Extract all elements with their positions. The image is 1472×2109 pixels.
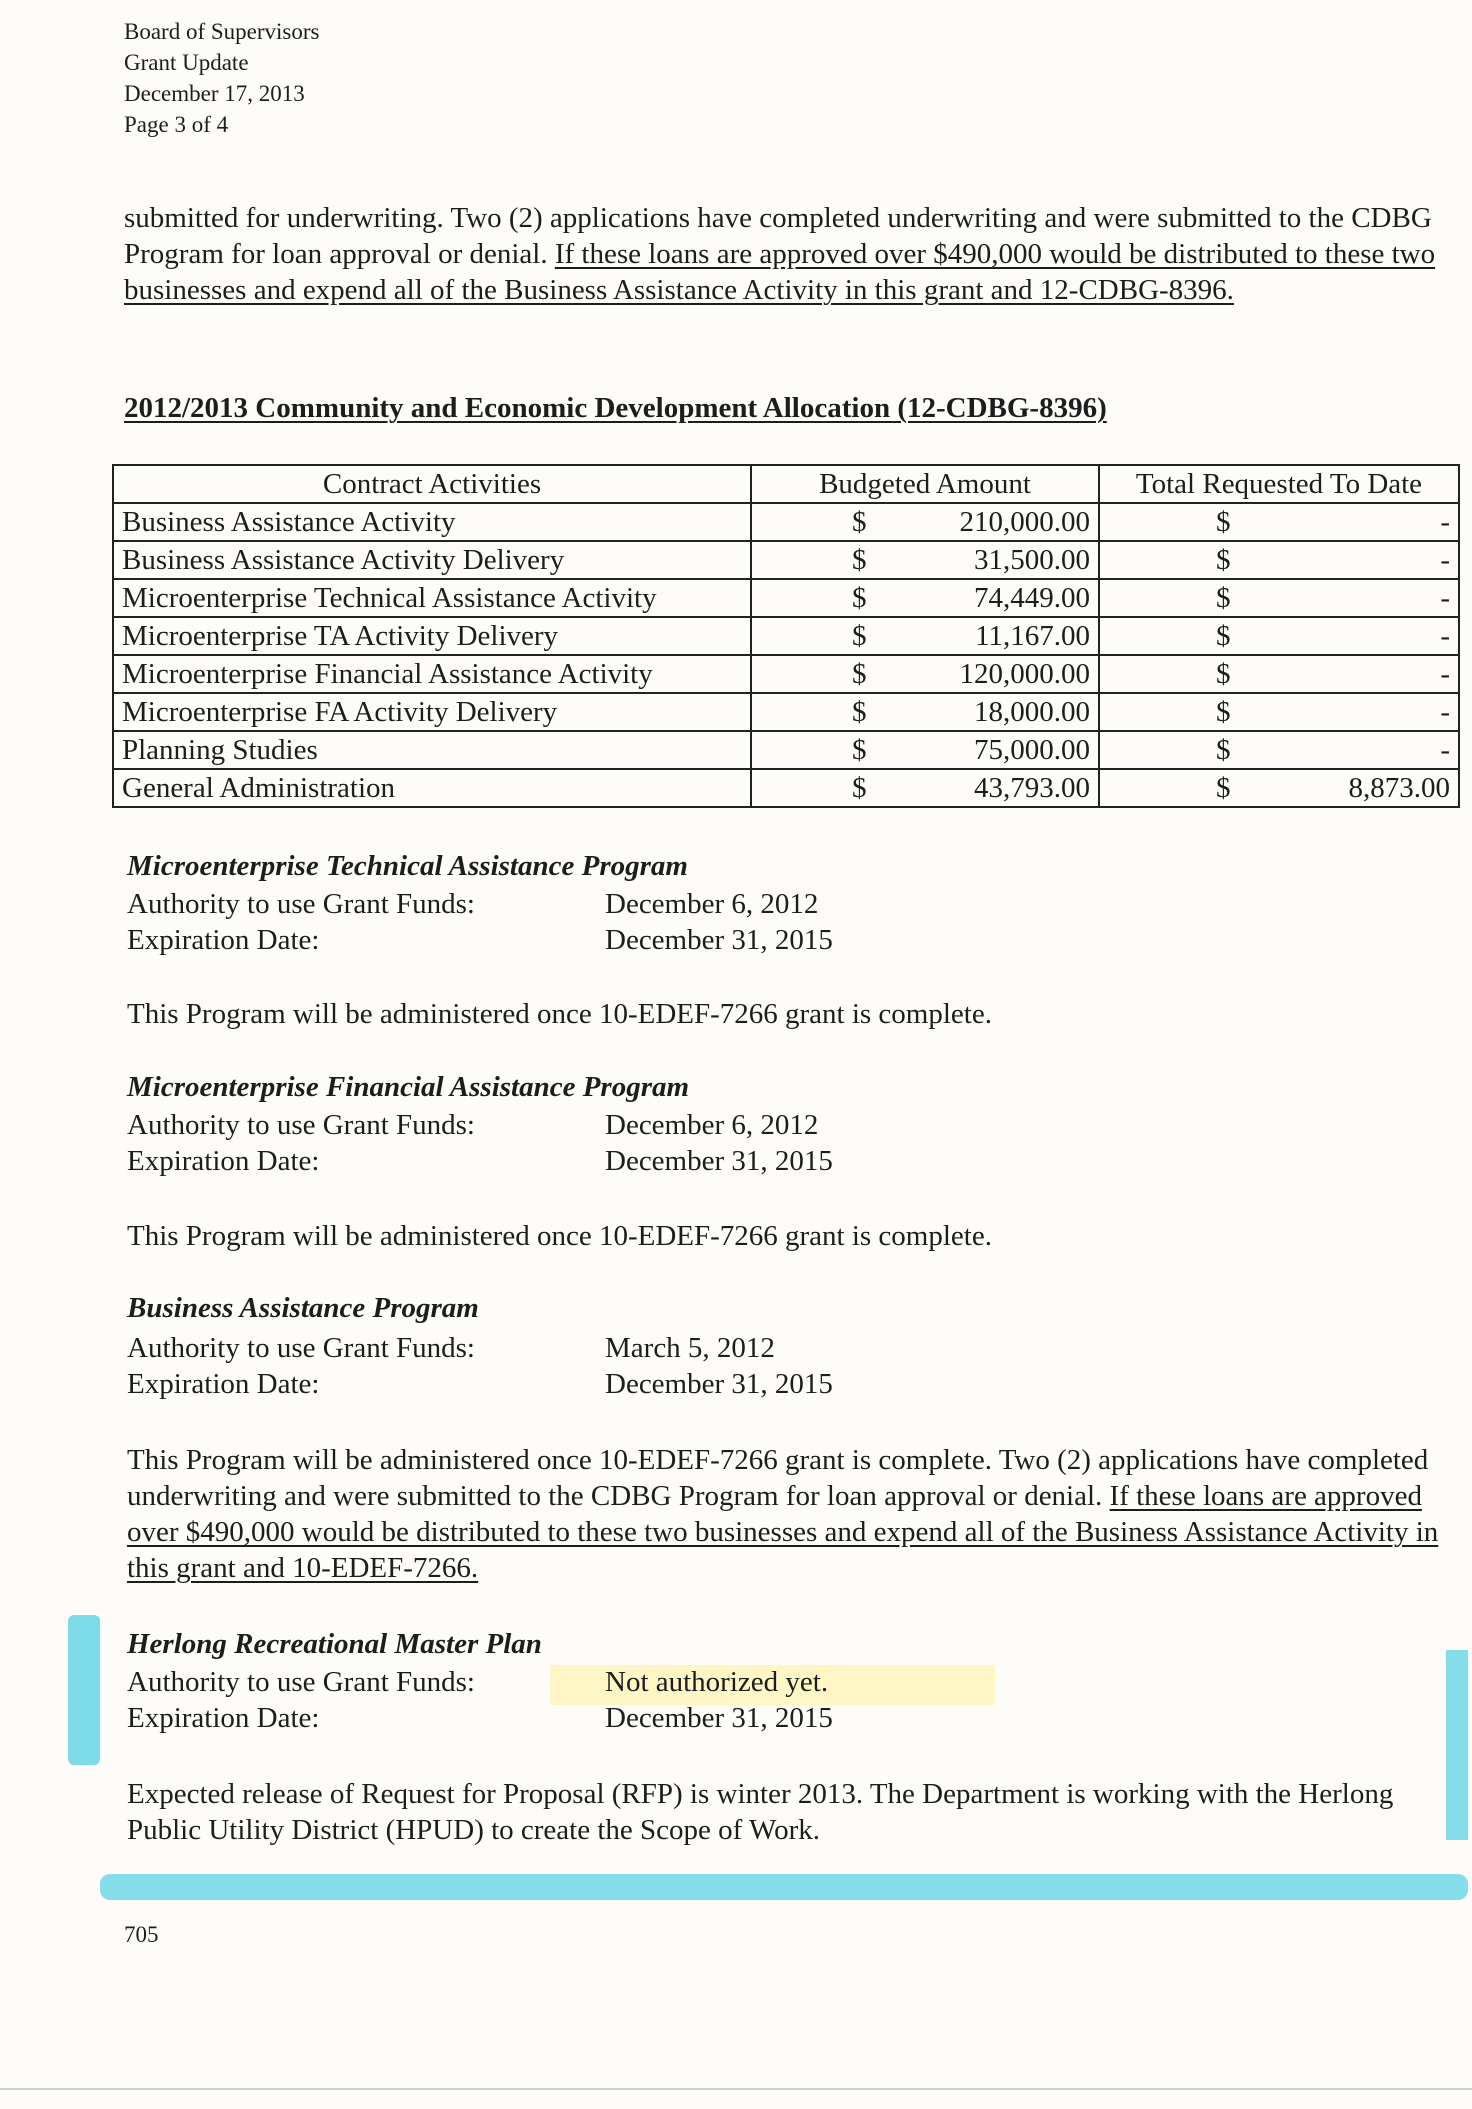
- requested-value: -: [1440, 658, 1450, 690]
- page-number: 705: [124, 1922, 159, 1947]
- budget-cell: [751, 503, 1099, 541]
- requested-cell: [1099, 731, 1459, 769]
- expiration-value: December 31, 2015: [605, 1702, 833, 1734]
- currency-symbol: $: [1216, 582, 1231, 614]
- authority-value: March 5, 2012: [605, 1332, 775, 1364]
- requested-value: 8,873.00: [1348, 772, 1450, 804]
- currency-symbol: $: [852, 506, 867, 538]
- activity-cell: Microenterprise Financial Assistance Activity: [113, 655, 751, 693]
- table-row: [113, 769, 1459, 807]
- requested-cell: [1099, 579, 1459, 617]
- authority-value: December 6, 2012: [605, 1109, 819, 1141]
- budget-value: 43,793.00: [974, 772, 1090, 804]
- program-note: [127, 1442, 1447, 1586]
- currency-symbol: $: [1216, 734, 1231, 766]
- requested-cell: [1099, 541, 1459, 579]
- budget-cell: [751, 693, 1099, 731]
- budget-cell: [751, 769, 1099, 807]
- budget-cell: [751, 579, 1099, 617]
- table-row: [113, 579, 1459, 617]
- scan-edge-line: [0, 2088, 1472, 2090]
- authority-label: Authority to use Grant Funds:: [127, 1332, 475, 1364]
- allocation-table: [112, 464, 1460, 808]
- authority-value: December 6, 2012: [605, 888, 819, 920]
- table-row: [113, 693, 1459, 731]
- header-line-2: Grant Update: [124, 50, 249, 75]
- header-line-3: December 17, 2013: [124, 81, 305, 106]
- expiration-label: Expiration Date:: [127, 1702, 320, 1734]
- program-note-underlined: If these loans are approved over $490,000 would be distributed to these two businesses and expend all of the Business Assistance Activity in this grant and 10-EDEF-7266.: [127, 1480, 1439, 1584]
- budget-value: 11,167.00: [975, 620, 1090, 652]
- table-row: [113, 617, 1459, 655]
- budget-value: 74,449.00: [974, 582, 1090, 614]
- program-note: Expected release of Request for Proposal (RFP) is winter 2013. The Department is working with the Herlong Public Utility District (HPUD) to create the Scope of Work.: [127, 1778, 1394, 1846]
- authority-label: Authority to use Grant Funds:: [127, 888, 475, 920]
- budget-cell: [751, 541, 1099, 579]
- table-row: [113, 503, 1459, 541]
- requested-value: -: [1440, 544, 1450, 576]
- program-title: Herlong Recreational Master Plan: [127, 1628, 542, 1660]
- authority-row: [127, 1664, 828, 1700]
- budget-value: 18,000.00: [974, 696, 1090, 728]
- table-row: [113, 655, 1459, 693]
- document-header: [124, 16, 319, 140]
- authority-row: [127, 1330, 775, 1366]
- budget-value: 210,000.00: [959, 506, 1090, 538]
- table-row: [113, 731, 1459, 769]
- header-contract-activities: Contract Activities: [113, 465, 751, 503]
- budget-value: 31,500.00: [974, 544, 1090, 576]
- requested-cell: [1099, 503, 1459, 541]
- intro-underlined-text: If these loans are approved over $490,000 would be distributed to these two businesses and expend all of the Business Assistance Activity in this grant and 12-CDBG-8396.: [124, 238, 1436, 306]
- expiration-row: [127, 1366, 833, 1402]
- program-note-text: This Program will be administered once 10-EDEF-7266 grant is complete. Two (2) applications have completed underwriting and were submitted to the CDBG Program for loan approval or denial.: [127, 1444, 1429, 1512]
- currency-symbol: $: [1216, 506, 1231, 538]
- program-note: This Program will be administered once 10-EDEF-7266 grant is complete.: [127, 1220, 992, 1252]
- currency-symbol: $: [1216, 544, 1231, 576]
- activity-cell: Microenterprise TA Activity Delivery: [113, 617, 751, 655]
- authority-row: [127, 886, 818, 922]
- activity-cell: Business Assistance Activity Delivery: [113, 541, 751, 579]
- requested-cell: [1099, 617, 1459, 655]
- requested-value: -: [1440, 696, 1450, 728]
- currency-symbol: $: [852, 544, 867, 576]
- program-title: Microenterprise Financial Assistance Program: [127, 1071, 690, 1103]
- budget-cell: [751, 617, 1099, 655]
- requested-cell: [1099, 655, 1459, 693]
- table-header-row: [113, 465, 1459, 503]
- currency-symbol: $: [852, 658, 867, 690]
- program-title: Microenterprise Technical Assistance Program: [127, 850, 688, 882]
- expiration-label: Expiration Date:: [127, 1145, 320, 1177]
- requested-value: -: [1440, 734, 1450, 766]
- budget-value: 75,000.00: [974, 734, 1090, 766]
- currency-symbol: $: [1216, 658, 1231, 690]
- expiration-label: Expiration Date:: [127, 924, 320, 956]
- program-title: Business Assistance Program: [127, 1292, 479, 1324]
- currency-symbol: $: [1216, 772, 1231, 804]
- intro-paragraph: [124, 200, 1444, 308]
- requested-value: -: [1440, 582, 1450, 614]
- requested-value: -: [1440, 506, 1450, 538]
- blue-highlight-mark-bottom: [100, 1874, 1468, 1900]
- currency-symbol: $: [852, 620, 867, 652]
- requested-value: -: [1440, 620, 1450, 652]
- budget-value: 120,000.00: [959, 658, 1090, 690]
- requested-cell: [1099, 693, 1459, 731]
- intro-text: submitted for underwriting. Two (2) applications have completed underwriting and were submitted to the CDBG Program for loan approval or denial.: [124, 202, 1432, 270]
- currency-symbol: $: [1216, 620, 1231, 652]
- currency-symbol: $: [852, 582, 867, 614]
- expiration-value: December 31, 2015: [605, 924, 833, 956]
- activity-cell: Microenterprise Technical Assistance Activity: [113, 579, 751, 617]
- authority-label: Authority to use Grant Funds:: [127, 1666, 475, 1698]
- expiration-row: [127, 1143, 833, 1179]
- header-line-4: Page 3 of 4: [124, 112, 229, 137]
- header-budgeted-amount: Budgeted Amount: [751, 465, 1099, 503]
- currency-symbol: $: [852, 772, 867, 804]
- authority-label: Authority to use Grant Funds:: [127, 1109, 475, 1141]
- table-row: [113, 541, 1459, 579]
- activity-cell: Planning Studies: [113, 731, 751, 769]
- expiration-label: Expiration Date:: [127, 1368, 320, 1400]
- budget-cell: [751, 731, 1099, 769]
- expiration-value: December 31, 2015: [605, 1145, 833, 1177]
- authority-row: [127, 1107, 818, 1143]
- blue-highlight-mark-right: [1446, 1650, 1468, 1840]
- activity-cell: Microenterprise FA Activity Delivery: [113, 693, 751, 731]
- authority-value: Not authorized yet.: [605, 1666, 829, 1698]
- expiration-value: December 31, 2015: [605, 1368, 833, 1400]
- section-title: 2012/2013 Community and Economic Development Allocation (12-CDBG-8396): [124, 392, 1107, 424]
- currency-symbol: $: [852, 734, 867, 766]
- expiration-row: [127, 1700, 833, 1736]
- activity-cell: General Administration: [113, 769, 751, 807]
- header-total-requested: Total Requested To Date: [1099, 465, 1459, 503]
- currency-symbol: $: [1216, 696, 1231, 728]
- expiration-row: [127, 922, 833, 958]
- budget-cell: [751, 655, 1099, 693]
- requested-cell: [1099, 769, 1459, 807]
- activity-cell: Business Assistance Activity: [113, 503, 751, 541]
- currency-symbol: $: [852, 696, 867, 728]
- blue-highlight-mark-left: [68, 1615, 100, 1765]
- header-line-1: Board of Supervisors: [124, 19, 320, 44]
- program-note: This Program will be administered once 10-EDEF-7266 grant is complete.: [127, 998, 992, 1030]
